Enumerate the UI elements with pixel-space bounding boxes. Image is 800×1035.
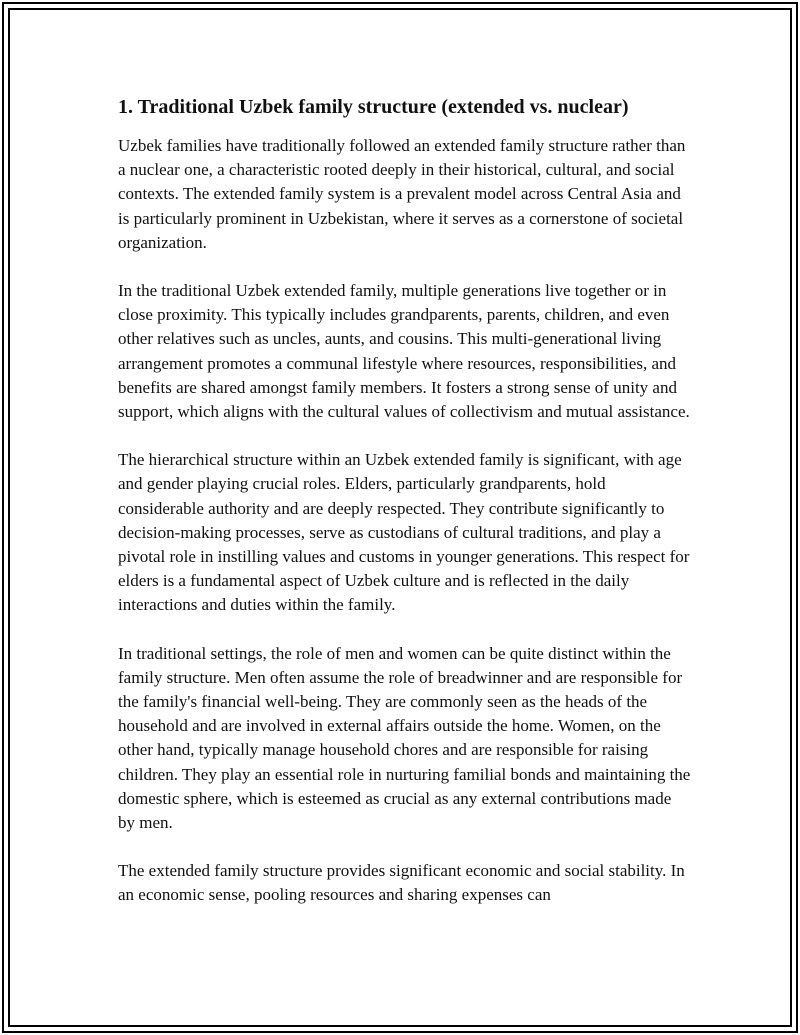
section-heading: 1. Traditional Uzbek family structure (extended vs. nuclear) <box>118 96 629 118</box>
document-body <box>118 94 692 932</box>
paragraph-hierarchy-elders: The hierarchical structure within an Uzbek extended family is significant, with age and gender playing crucial roles. Elders, particularly grandparents, hold considerable authority and are deeply respected. They contribute significantly to decision-making processes, serve as custodians of cultural traditions, and play a pivotal role in instilling values and customs in younger generations. This respect for elders is a fundamental aspect of Uzbek culture and is reflected in the daily interactions and duties within the family. <box>118 450 690 615</box>
paragraph-economic-stability: The extended family structure provides significant economic and social stability. In an economic sense, pooling resources and sharing expenses can <box>118 861 685 905</box>
paragraph-gender-roles: In traditional settings, the role of men and women can be quite distinct within the family structure. Men often assume the role of breadwinner and are responsible for the family's financial well-being. They are commonly seen as the heads of the household and are involved in external affairs outside the home. Women, on the other hand, typically manage household chores and are responsible for raising children. They play an essential role in nurturing familial bonds and maintaining the domestic sphere, which is esteemed as crucial as any external contributions made by men. <box>118 643 691 833</box>
paragraph-multigenerational-living: In the traditional Uzbek extended family, multiple generations live together or in close proximity. This typically includes grandparents, parents, children, and even other relatives such as uncles, aunts, and cousins. This multi-generational living arrangement promotes a communal lifestyle where resources, responsibilities, and benefits are shared amongst family members. It fosters a strong sense of unity and support, which aligns with the cultural values of collectivism and mutual assistance. <box>118 281 690 422</box>
paragraph-extended-family-intro: Uzbek families have traditionally followed an extended family structure rather than a nuclear one, a characteristic rooted deeply in their historical, cultural, and social contexts. The extended family system is a prevalent model across Central Asia and is particularly prominent in Uzbekistan, where it serves as a cornerstone of societal organization. <box>118 136 686 252</box>
